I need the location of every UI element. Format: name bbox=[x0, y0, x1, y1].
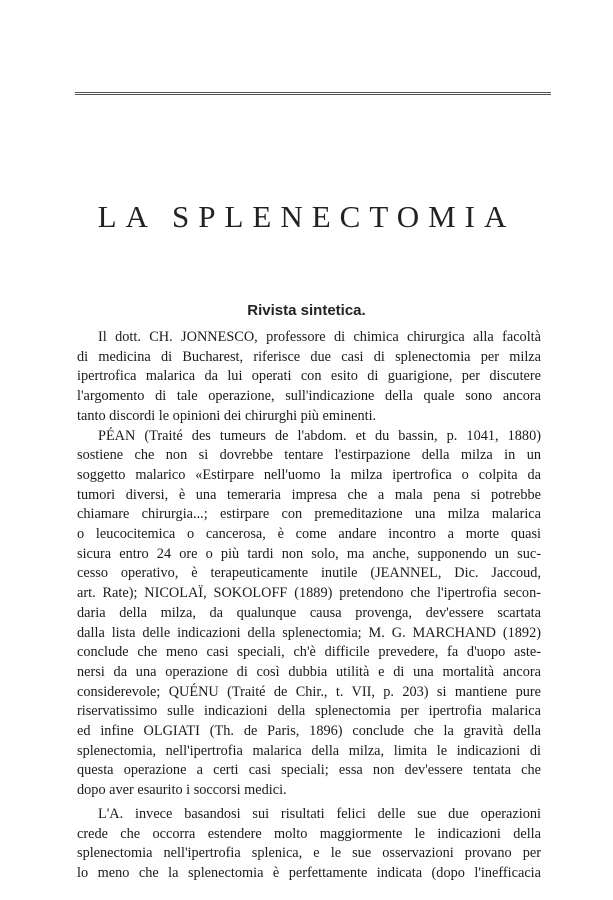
text-line: tanto discordi le opinioni dei chirurghi più eminenti. bbox=[77, 407, 377, 424]
text-line: lo meno che la splenectomia è perfettamente indicata (dopo l'inefficacia bbox=[77, 864, 541, 881]
text-line: considerevole; QUÉNU (Traité de Chir., t. VII, p. 203) si mantiene pure bbox=[77, 683, 541, 700]
text-line: L'A. invece basandosi sui risultati felici delle sue due operazioni bbox=[98, 805, 541, 822]
text-line: splenectomia, nell'ipertrofia malarica della milza, limita le indicazioni di bbox=[77, 742, 541, 759]
text-line: o leucocitemica o cancerosa, è come andare incontro a morte quasi bbox=[77, 526, 541, 543]
header-rule bbox=[75, 92, 551, 95]
paragraph bbox=[77, 328, 541, 427]
text-line: crede che occorra estendere molto maggiormente le indicazioni della bbox=[77, 825, 541, 842]
text-line: dalla lista delle indicazioni della splenectomia; M. G. MARCHAND (1892) bbox=[77, 624, 541, 641]
paragraph bbox=[77, 805, 541, 884]
text-line: daria della milza, da qualunque causa provenga, dev'essere scartata bbox=[77, 604, 541, 621]
text-line: PÉAN (Traité des tumeurs de l'abdom. et du bassin, p. 1041, 1880) bbox=[98, 427, 541, 444]
article-body bbox=[77, 328, 541, 884]
text-line: l'argomento di tale operazione, sull'indicazione della quale sono ancora bbox=[77, 388, 541, 405]
text-line: art. Rate); NICOLAÏ, SOKOLOFF (1889) pretendono che l'ipertrofia secon- bbox=[77, 585, 541, 602]
page-title: LA SPLENECTOMIA bbox=[97, 199, 516, 234]
text-line: questa operazione a certi casi speciali; essa non dev'essere tentata che bbox=[77, 762, 541, 779]
section-subtitle: Rivista sintetica. bbox=[247, 302, 366, 319]
text-line: nersi da una operazione di così dubbia utilità e di una mortalità ancora bbox=[77, 663, 541, 680]
text-line: ipertrofica malarica da lui operati con esito di guarigione, per discutere bbox=[77, 368, 541, 385]
text-line: dopo aver esaurito i soccorsi medici. bbox=[77, 782, 287, 799]
text-line: sostiene che non si dovrebbe tentare l'estirpazione della milza in un bbox=[77, 447, 541, 464]
text-line: di medicina di Bucharest, riferisce due casi di splenectomia per milza bbox=[77, 348, 541, 365]
text-line: sicura entro 24 ore o più tardi non solo, ma anche, supponendo un suc- bbox=[77, 545, 541, 562]
text-line: splenectomia nell'ipertrofia splenica, e le sue osservazioni provano per bbox=[77, 845, 541, 862]
text-line: cesso operativo, è terapeuticamente inutile (JEANNEL, Dic. Jaccoud, bbox=[77, 565, 541, 582]
text-line: chiamare chirurgia...; estirpare con premeditazione una milza malarica bbox=[77, 506, 541, 523]
text-line: conclude che meno casi speciali, ch'è difficile prevedere, fa d'uopo aste- bbox=[77, 644, 541, 661]
text-line: ed infine OLGIATI (Th. de Paris, 1896) conclude che la gravità della bbox=[77, 723, 541, 740]
text-line: Il dott. CH. JONNESCO, professore di chimica chirurgica alla facoltà bbox=[98, 329, 541, 345]
text-line: riservatissimo sulle indicazioni della splenectomia per ipertrofia malarica bbox=[77, 703, 541, 720]
text-line: tumori diversi, è una temeraria impresa che a mala pena si potrebbe bbox=[77, 486, 541, 503]
paragraph bbox=[77, 427, 541, 801]
text-line: soggetto malarico «Estirpare nell'uomo la milza ipertrofica o colpita da bbox=[77, 466, 541, 483]
